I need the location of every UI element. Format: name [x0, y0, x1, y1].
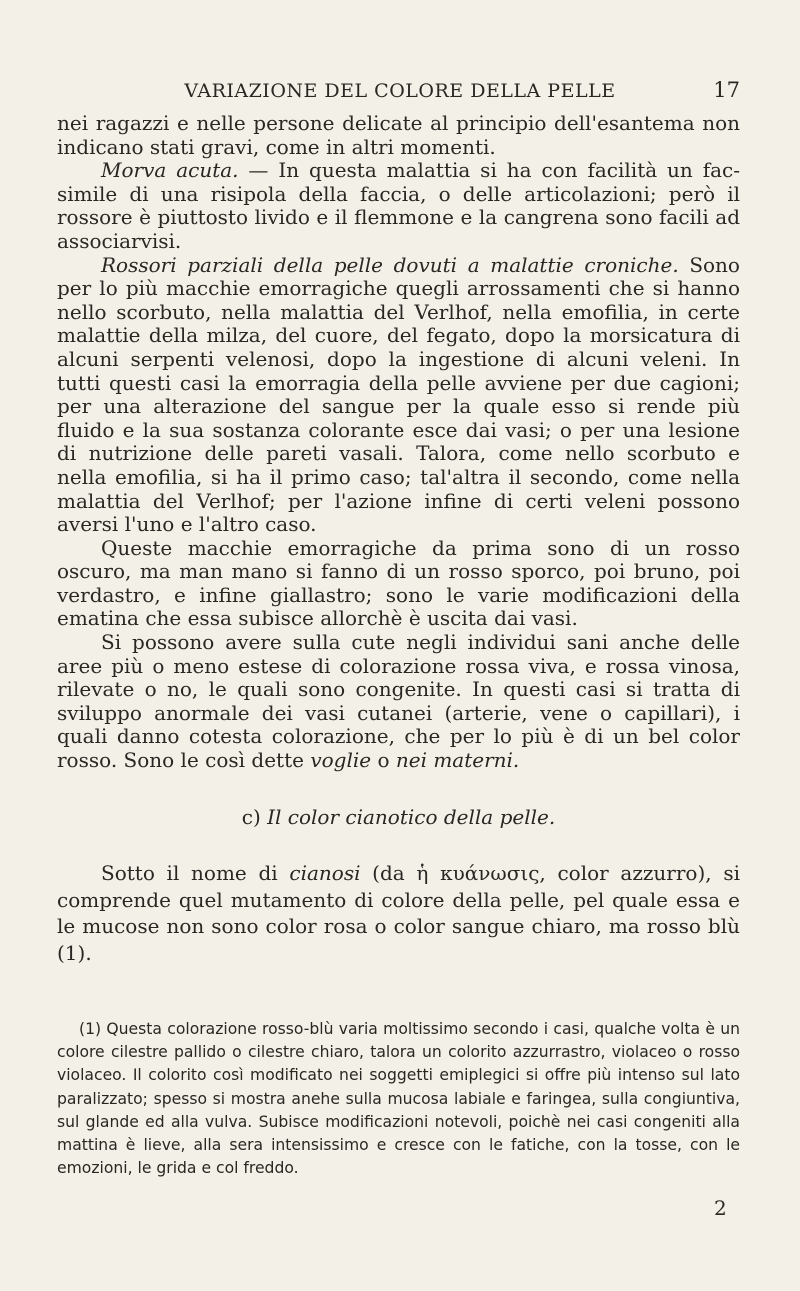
paragraph-continuation — [57, 112, 740, 159]
paragraph-text: nei ragazzi e nelle persone delicate al principio dell'esantema non indicano stati gravi, come in altri momenti. — [57, 111, 740, 159]
paragraph-rossori-parziali — [57, 254, 740, 537]
paragraph-text: Queste macchie emorragiche da prima sono di un rosso oscuro, ma man mano si fanno di un rosso sporco, poi bruno, poi verdastro, e infine giallastro; sono le varie modificazioni della ematina che essa subisce allorchè è uscita dai vasi. — [57, 535, 740, 631]
running-title: VARIAZIONE DEL COLORE DELLA PELLE — [184, 80, 616, 102]
section-heading — [57, 806, 740, 830]
paragraph-cianosi — [57, 860, 740, 966]
subheading-rossori-parziali: Rossori parziali della pelle dovuti a malattie croniche. — [101, 252, 679, 277]
section-label: c) — [241, 804, 268, 829]
paragraph-voglie — [57, 631, 740, 773]
footnote — [57, 1018, 740, 1180]
section-title: Il color cianotico della pelle. — [267, 804, 556, 829]
page-header — [60, 78, 740, 108]
paragraph-macchie-emorragiche — [57, 537, 740, 631]
paragraph-text: Si possono avere sulla cute negli individui sani anche delle aree più o meno estese di colorazione rossa viva, e rossa vinosa, rilevate o no, le quali sono congenite. In questi casi si tratta di sviluppo anormale dei vasi cutanei (arterie, vene o capillari), i quali danno cotesta colorazione, che per lo più è di un bel color rosso. Sono le così dette — [57, 630, 740, 773]
term-voglie: voglie — [310, 748, 372, 773]
paragraph-morva-acuta — [57, 159, 740, 253]
body-text — [57, 112, 740, 966]
paragraph-text: (da ἡ κυάνωσις, color azzurro), si comprende quel mutamento di colore della pelle, pel quale essa e le mucose non sono color rosa o color sangue chiaro, ma rosso blù (1). — [57, 861, 740, 965]
term-nei-materni: nei materni. — [395, 748, 520, 773]
paragraph-text: Sotto il nome di — [101, 861, 290, 886]
term-cianosi: cianosi — [289, 861, 361, 886]
page-number: 17 — [713, 78, 740, 102]
footnote-text: (1) Questa colorazione rosso-blù varia moltissimo secondo i casi, qualche volta è un colore cilestre pallido o cilestre chiaro, talora un colorito azzurrastro, violaceo o rosso violaceo. Il colorito così modificato nei soggetti emiplegici si offre più intenso sul lato paralizzato; spesso si mostra anehe sulla mucosa labiale e faringea, sulla congiuntiva, sul glande ed alla vulva. Subisce modificazioni notevoli, poichè nei casi congeniti alla mattina è lieve, alla sera intensissimo e cresce con le fatiche, con la tosse, con le emozioni, le grida e col freddo. — [57, 1020, 740, 1178]
paragraph-text: — In questa malattia si ha con facilità un fac-simile di una risipola della faccia, o delle articolazioni; però il rossore è piuttosto livido e il flemmone e la cangrena sono facili ad associarvisi. — [57, 158, 741, 253]
paragraph-text: o — [371, 748, 396, 773]
subheading-morva-acuta: Morva acuta. — [101, 158, 239, 183]
signature-mark: 2 — [714, 1196, 727, 1220]
paragraph-text: Sono per lo più macchie emorragiche quegli arrossamenti che si hanno nello scorbuto, nella malattia del Verlhof, nella emofilia, in certe malattie della milza, del cuore, del fegato, dopo la morsicatura di alcuni serpenti velenosi, dopo la ingestione di alcuni veleni. In tutti questi casi la emorragia della pelle avviene per due cagioni; per una alterazione del sangue per la quale esso si rende più fluido e la sua sostanza colorante esce dai vasi; o per una lesione di nutrizione delle pareti vasali. Talora, come nello scorbuto e nella emofilia, si ha il primo caso; tal'altra il secondo, come nella malattia del Verlhof; per l'azione infine di certi veleni possono aversi l'uno e l'altro caso. — [57, 252, 740, 537]
